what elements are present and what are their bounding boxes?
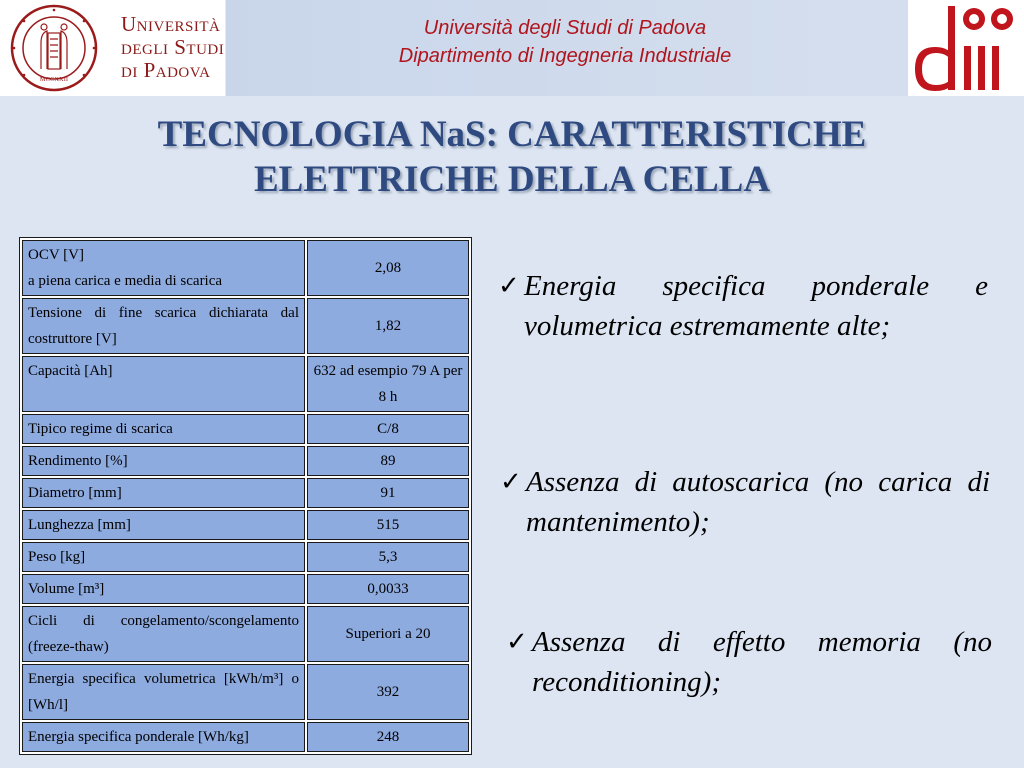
header-university: Università degli Studi di Padova [423, 17, 707, 39]
university-line-3: di Padova [121, 58, 211, 82]
bullet-text: Assenza di effetto memoria (no reconditioning); [532, 626, 992, 698]
university-logo [0, 0, 225, 96]
checkmark-icon: ✓ [498, 271, 520, 300]
bullet-item [500, 462, 990, 542]
row-label: Energia specifica volumetrica [kWh/m³] o [Wh/l] [21, 663, 306, 721]
row-value: 632 ad esempio 79 A per 8 h [306, 355, 470, 413]
university-wordmark [121, 13, 224, 82]
row-label [21, 239, 306, 297]
slide-header [0, 0, 1024, 96]
checkmark-icon: ✓ [500, 467, 522, 496]
table-row [21, 721, 470, 753]
table-row [21, 605, 470, 663]
row-value: 248 [306, 721, 470, 753]
row-value: 91 [306, 477, 470, 509]
table-row [21, 239, 470, 297]
row-label: Tipico regime di scarica [21, 413, 306, 445]
table-row [21, 413, 470, 445]
row-value: 1,82 [306, 297, 470, 355]
page-title [0, 112, 1024, 202]
page-title-line-1: TECNOLOGIA NaS: CARATTERISTICHE [157, 114, 867, 155]
table-row [21, 541, 470, 573]
university-seal-icon [4, 3, 104, 93]
bullet-text: Assenza di autoscarica (no carica di mantenimento); [526, 466, 990, 538]
row-label-line: OCV [V] [28, 247, 84, 263]
row-label: Peso [kg] [21, 541, 306, 573]
page-title-line-2: ELETTRICHE DELLA CELLA [253, 159, 771, 200]
row-label: Energia specifica ponderale [Wh/kg] [21, 721, 306, 753]
header-department: Dipartimento di Ingegneria Industriale [398, 45, 732, 67]
table-row [21, 445, 470, 477]
row-value: 5,3 [306, 541, 470, 573]
department-logo [908, 0, 1024, 96]
cell-specs-table [20, 238, 471, 754]
row-value: 0,0033 [306, 573, 470, 605]
bullet-item [498, 266, 988, 346]
row-value: 392 [306, 663, 470, 721]
row-value: 515 [306, 509, 470, 541]
seal-text: MCCXXII [39, 76, 69, 83]
table-row [21, 573, 470, 605]
checkmark-icon: ✓ [506, 627, 528, 656]
row-label: Cicli di congelamento/scongelamento (freeze-thaw) [21, 605, 306, 663]
university-line-1: Università [121, 12, 221, 36]
row-value: 89 [306, 445, 470, 477]
table-row [21, 509, 470, 541]
row-value: Superiori a 20 [306, 605, 470, 663]
row-label: Lunghezza [mm] [21, 509, 306, 541]
row-label: Rendimento [%] [21, 445, 306, 477]
row-label: Diametro [mm] [21, 477, 306, 509]
row-label: Tensione di fine scarica dichiarata dal costruttore [V] [21, 297, 306, 355]
table-row [21, 355, 470, 413]
bullet-item [506, 622, 992, 702]
table-row [21, 297, 470, 355]
dii-logo-icon [914, 2, 1022, 94]
row-label-line: a piena carica e media di scarica [28, 273, 223, 289]
header-title [222, 14, 908, 70]
table-row [21, 663, 470, 721]
row-label: Capacità [Ah] [21, 355, 306, 413]
bullet-text: Energia specifica ponderale e volumetrica estremamente alte; [524, 270, 988, 342]
row-value: 2,08 [306, 239, 470, 297]
university-line-2: degli Studi [121, 35, 225, 59]
table-row [21, 477, 470, 509]
row-label: Volume [m³] [21, 573, 306, 605]
row-value: C/8 [306, 413, 470, 445]
